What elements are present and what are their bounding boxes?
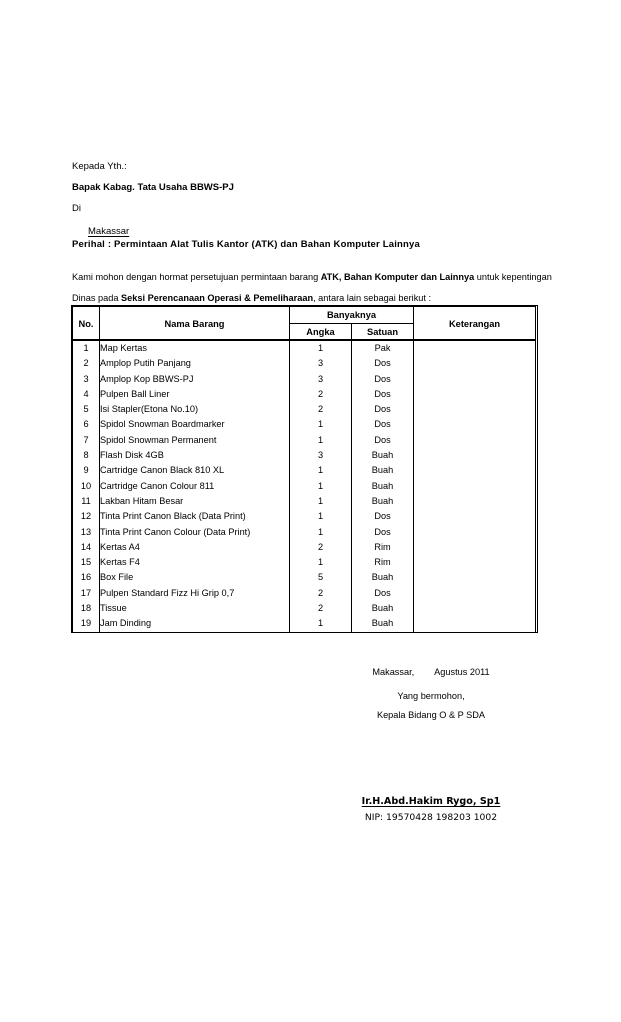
at-label: Di: [72, 203, 81, 214]
cell-no: 16: [73, 570, 100, 585]
cell-name: Tinta Print Canon Black (Data Print): [100, 509, 290, 524]
cell-unit: Buah: [352, 448, 414, 463]
cell-note: [414, 372, 536, 387]
cell-no: 18: [73, 601, 100, 616]
cell-note: [414, 387, 536, 402]
cell-no: 7: [73, 433, 100, 448]
cell-name: Isi Stapler(Etona No.10): [100, 402, 290, 417]
cell-name: Map Kertas: [100, 341, 290, 357]
cell-unit: Buah: [352, 479, 414, 494]
table-row: [73, 433, 536, 448]
table-row: [73, 616, 536, 631]
goods-table-head: [73, 307, 536, 341]
signature-block: [300, 664, 562, 825]
cell-note: [414, 570, 536, 585]
cell-no: 9: [73, 463, 100, 478]
cell-note: [414, 601, 536, 616]
table-row: [73, 570, 536, 585]
cell-note: [414, 448, 536, 463]
cell-unit: Dos: [352, 509, 414, 524]
table-row: [73, 372, 536, 387]
cell-name: Jam Dinding: [100, 616, 290, 631]
cell-unit: Dos: [352, 586, 414, 601]
cell-quantity: 1: [290, 616, 352, 631]
cell-note: [414, 463, 536, 478]
cell-quantity: 1: [290, 433, 352, 448]
cell-unit: Dos: [352, 433, 414, 448]
column-header-unit: Satuan: [352, 324, 414, 341]
cell-unit: Rim: [352, 540, 414, 555]
cell-quantity: 1: [290, 525, 352, 540]
cell-unit: Buah: [352, 494, 414, 509]
cell-name: Tinta Print Canon Colour (Data Print): [100, 525, 290, 540]
cell-note: [414, 525, 536, 540]
cell-no: 12: [73, 509, 100, 524]
cell-quantity: 3: [290, 372, 352, 387]
table-row: [73, 586, 536, 601]
body-text-part3: , antara lain sebagai berikut :: [313, 293, 432, 303]
cell-note: [414, 586, 536, 601]
signature-position: Kepala Bidang O & P SDA: [376, 710, 486, 720]
goods-table: [72, 306, 536, 632]
cell-unit: Buah: [352, 570, 414, 585]
signature-name-row: [300, 791, 562, 809]
column-header-note: Keterangan: [414, 307, 536, 341]
cell-quantity: 2: [290, 402, 352, 417]
cell-quantity: 5: [290, 570, 352, 585]
cell-note: [414, 555, 536, 570]
cell-quantity: 1: [290, 555, 352, 570]
cell-no: 3: [73, 372, 100, 387]
cell-quantity: 3: [290, 356, 352, 371]
table-row: [73, 601, 536, 616]
cell-note: [414, 616, 536, 631]
column-header-number: Angka: [290, 324, 352, 341]
cell-note: [414, 509, 536, 524]
cell-quantity: 2: [290, 601, 352, 616]
cell-unit: Pak: [352, 341, 414, 357]
cell-quantity: 1: [290, 479, 352, 494]
cell-quantity: 2: [290, 586, 352, 601]
cell-name: Kertas F4: [100, 555, 290, 570]
cell-name: Amplop Kop BBWS-PJ: [100, 372, 290, 387]
body-paragraph: [72, 267, 555, 309]
table-row: [73, 463, 536, 478]
table-row: [73, 540, 536, 555]
table-row: [73, 387, 536, 402]
table-row: [73, 494, 536, 509]
cell-quantity: 1: [290, 509, 352, 524]
cell-unit: Dos: [352, 525, 414, 540]
cell-unit: Buah: [352, 463, 414, 478]
addressee-label: Kepada Yth.:: [72, 161, 127, 172]
body-text-part1: Kami mohon dengan hormat persetujuan permintaan barang: [72, 272, 321, 282]
column-header-quantity-group: Banyaknya: [290, 307, 414, 324]
table-header-row-1: [73, 307, 536, 324]
table-row: [73, 448, 536, 463]
table-row: [73, 356, 536, 371]
column-header-name: Nama Barang: [100, 307, 290, 341]
cell-unit: Dos: [352, 417, 414, 432]
cell-no: 11: [73, 494, 100, 509]
cell-name: Tissue: [100, 601, 290, 616]
body-bold-section: Seksi Perencanaan Operasi & Pemeliharaan: [121, 293, 314, 303]
body-text-part2: untuk kepentingan Dinas pada: [72, 272, 552, 303]
cell-note: [414, 479, 536, 494]
cell-unit: Dos: [352, 372, 414, 387]
cell-name: Pulpen Ball Liner: [100, 387, 290, 402]
signer-name: Ir.H.Abd.Hakim Rygo, Sp1: [361, 796, 501, 807]
cell-quantity: 1: [290, 341, 352, 357]
cell-name: Flash Disk 4GB: [100, 448, 290, 463]
signature-handwriting-space: [300, 725, 562, 791]
cell-note: [414, 417, 536, 432]
cell-quantity: 1: [290, 463, 352, 478]
cell-no: 13: [73, 525, 100, 540]
cell-quantity: 1: [290, 494, 352, 509]
addressee-city: Makassar: [88, 226, 130, 237]
signature-closing: Yang bermohon,: [397, 691, 465, 701]
cell-name: Spidol Snowman Boardmarker: [100, 417, 290, 432]
cell-no: 15: [73, 555, 100, 570]
table-row: [73, 555, 536, 570]
signature-date: Makassar, Agustus 2011: [372, 667, 490, 677]
body-bold-goods: ATK, Bahan Komputer dan Lainnya: [320, 272, 475, 282]
cell-unit: Buah: [352, 616, 414, 631]
cell-note: [414, 341, 536, 357]
table-row: [73, 402, 536, 417]
cell-note: [414, 540, 536, 555]
cell-no: 14: [73, 540, 100, 555]
cell-note: [414, 433, 536, 448]
goods-table-body: [73, 341, 536, 632]
cell-name: Cartridge Canon Black 810 XL: [100, 463, 290, 478]
goods-table-container: [72, 306, 535, 632]
cell-note: [414, 402, 536, 417]
cell-unit: Dos: [352, 356, 414, 371]
cell-unit: Dos: [352, 387, 414, 402]
cell-unit: Rim: [352, 555, 414, 570]
cell-no: 2: [73, 356, 100, 371]
cell-quantity: 1: [290, 417, 352, 432]
cell-quantity: 2: [290, 540, 352, 555]
cell-no: 19: [73, 616, 100, 631]
cell-name: Pulpen Standard Fizz Hi Grip 0,7: [100, 586, 290, 601]
cell-no: 4: [73, 387, 100, 402]
cell-name: Lakban Hitam Besar: [100, 494, 290, 509]
cell-note: [414, 494, 536, 509]
cell-name: Amplop Putih Panjang: [100, 356, 290, 371]
table-row: [73, 341, 536, 357]
cell-no: 8: [73, 448, 100, 463]
table-row: [73, 525, 536, 540]
table-row: [73, 479, 536, 494]
cell-name: Spidol Snowman Permanent: [100, 433, 290, 448]
cell-quantity: 2: [290, 387, 352, 402]
subject-line: Perihal : Permintaan Alat Tulis Kantor (ATK) dan Bahan Komputer Lainnya: [72, 239, 420, 250]
cell-name: Cartridge Canon Colour 811: [100, 479, 290, 494]
cell-name: Kertas A4: [100, 540, 290, 555]
column-header-no: No.: [73, 307, 100, 341]
table-row: [73, 417, 536, 432]
letter-heading: [72, 156, 554, 242]
cell-note: [414, 356, 536, 371]
cell-quantity: 3: [290, 448, 352, 463]
cell-no: 1: [73, 341, 100, 357]
signer-nip: NIP: 19570428 198203 1002: [364, 812, 498, 823]
cell-no: 10: [73, 479, 100, 494]
addressee-name: Bapak Kabag. Tata Usaha BBWS-PJ: [72, 182, 234, 193]
cell-no: 17: [73, 586, 100, 601]
cell-unit: Buah: [352, 601, 414, 616]
cell-name: Box File: [100, 570, 290, 585]
cell-no: 5: [73, 402, 100, 417]
cell-unit: Dos: [352, 402, 414, 417]
cell-no: 6: [73, 417, 100, 432]
table-row: [73, 509, 536, 524]
